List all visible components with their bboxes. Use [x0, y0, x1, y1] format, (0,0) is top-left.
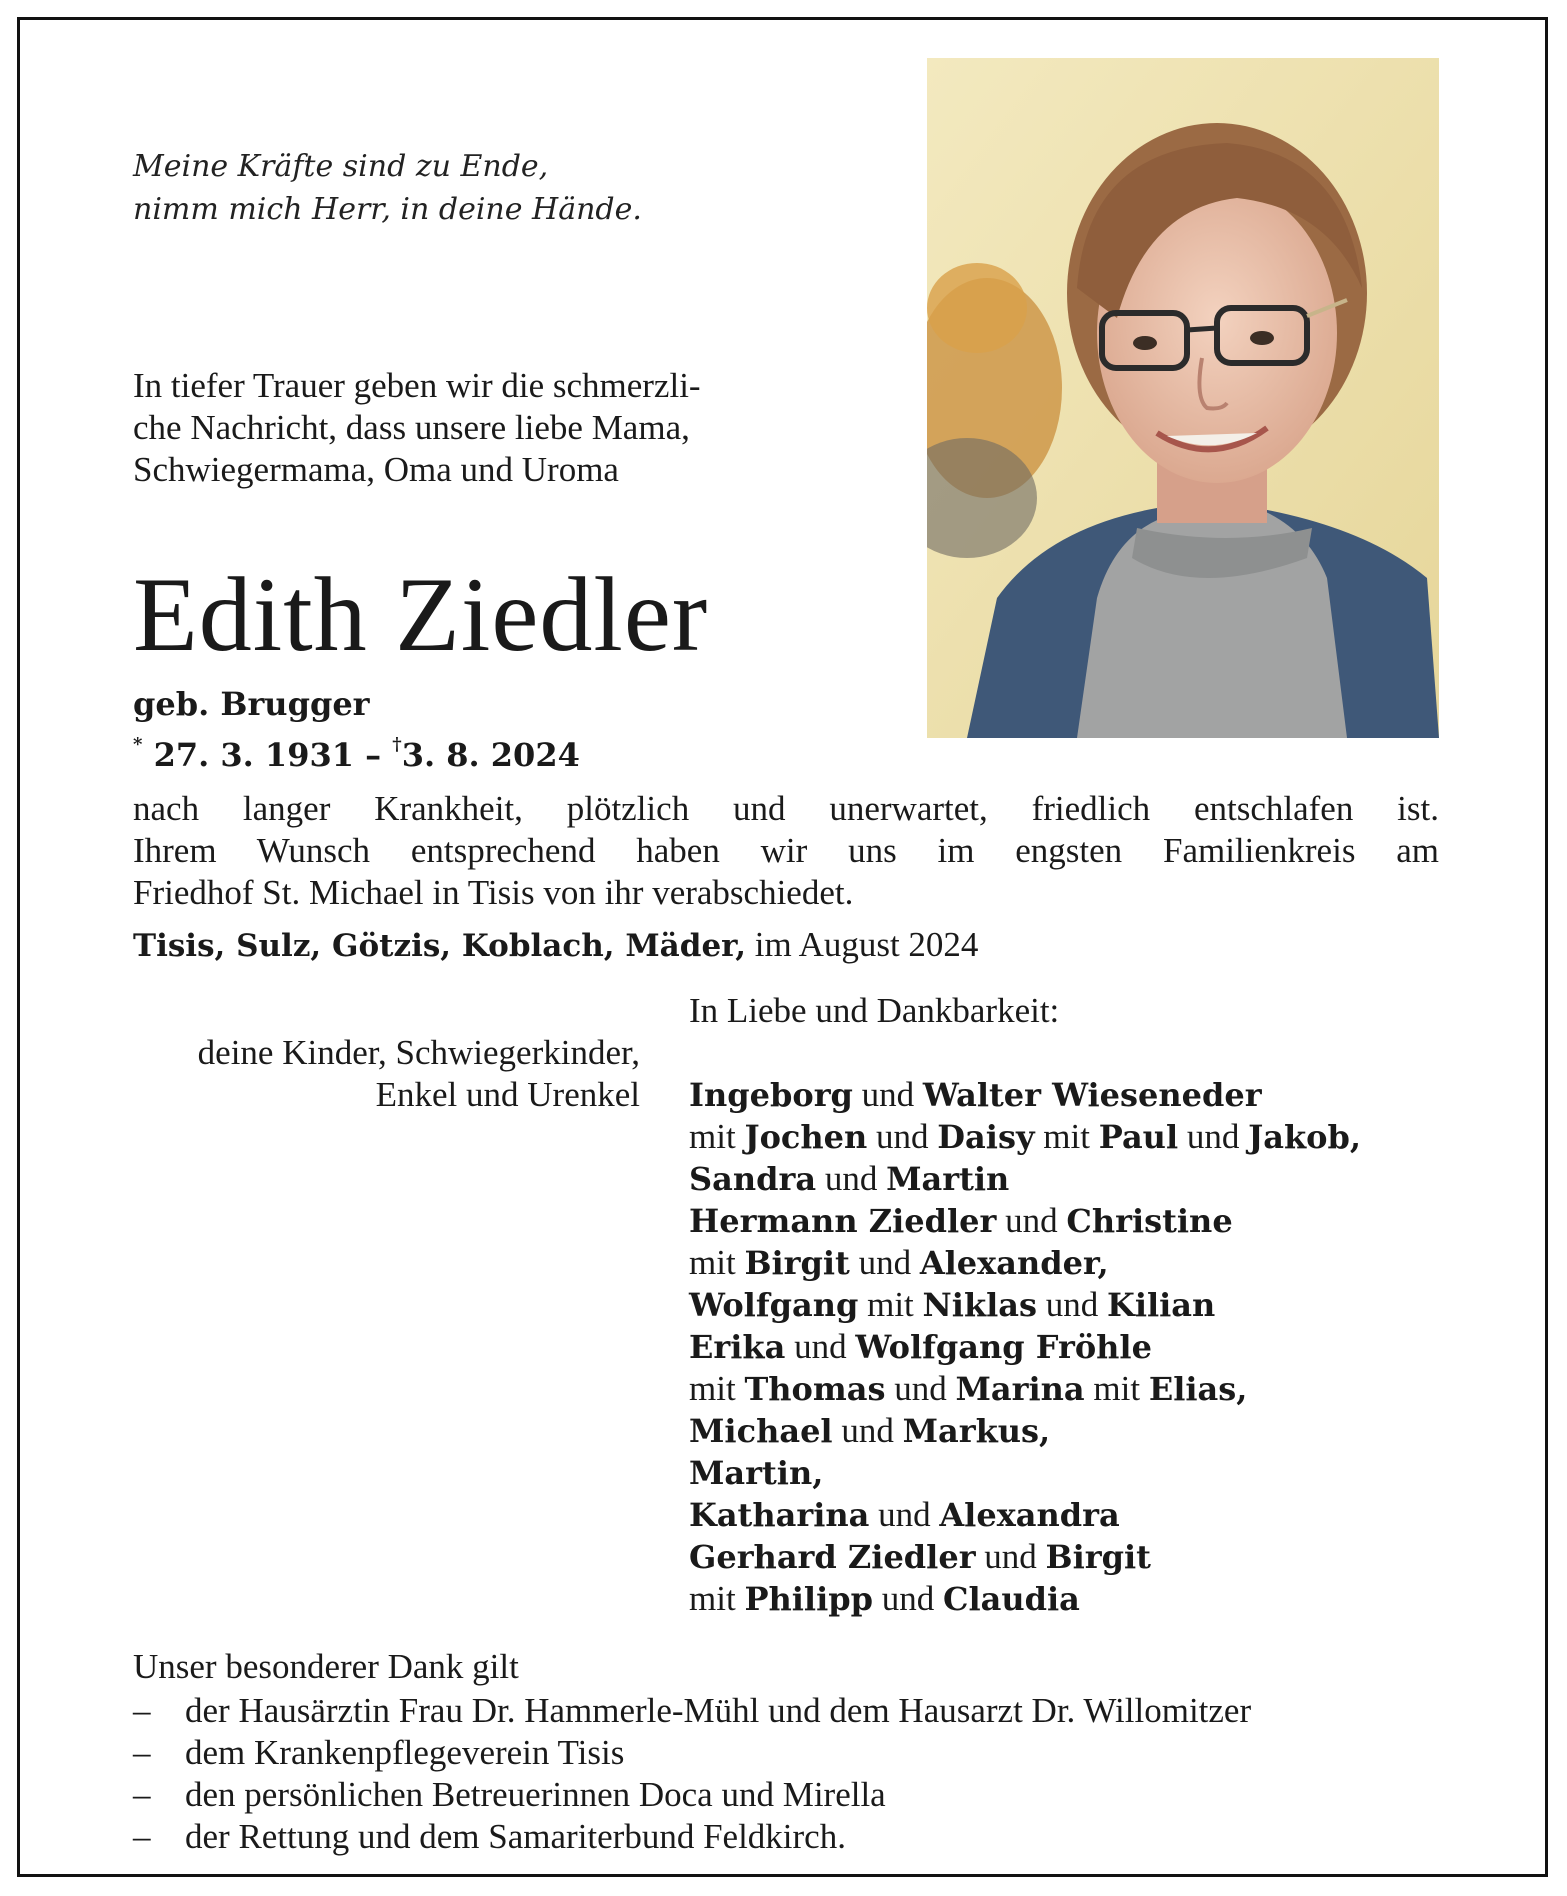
family-connector: und — [975, 1537, 1046, 1576]
place-towns: Tisis, Sulz, Götzis, Koblach, Mäder, — [133, 928, 747, 964]
family-connector: und — [785, 1327, 856, 1366]
family-line — [689, 1368, 1361, 1410]
dash-bullet: – — [133, 1817, 151, 1856]
deceased-name: Edith Ziedler — [133, 556, 709, 673]
family-member-name: Alexandra — [939, 1496, 1120, 1534]
family-member-name: Jakob, — [1248, 1118, 1361, 1156]
family-member-name: Walter Wieseneder — [922, 1076, 1262, 1114]
family-line — [689, 1410, 1361, 1452]
family-connector: mit — [689, 1243, 745, 1282]
family-member-name: Birgit — [744, 1244, 850, 1282]
birth-name: geb. Brugger — [133, 685, 370, 723]
family-member-name: Wolfgang — [689, 1286, 859, 1324]
family-member-name: Christine — [1066, 1202, 1233, 1240]
family-member-name: Alexander, — [919, 1244, 1109, 1282]
family-connector: mit — [689, 1579, 745, 1618]
signoff-line: deine Kinder, Schwiegerkinder, — [197, 1033, 640, 1072]
family-connector: und — [816, 1159, 887, 1198]
thanks-heading: Unser besonderer Dank gilt — [133, 1647, 519, 1686]
thanks-item — [133, 1732, 1251, 1774]
family-line — [689, 1074, 1361, 1116]
thanks-item-text: der Hausärztin Frau Dr. Hammerle-Mühl und dem Hausarzt Dr. Willomitzer — [185, 1691, 1252, 1730]
family-line — [689, 1536, 1361, 1578]
family-line — [689, 1200, 1361, 1242]
family-line — [689, 1494, 1361, 1536]
family-member-name: Gerhard Ziedler — [689, 1538, 976, 1576]
family-line — [689, 1578, 1361, 1620]
death-date: 3. 8. 2024 — [401, 736, 580, 774]
family-member-name: Hermann Ziedler — [689, 1202, 997, 1240]
intro-line: In tiefer Trauer geben wir die schmerzli- — [133, 366, 701, 405]
family-member-name: Daisy — [937, 1118, 1035, 1156]
family-member-name: Katharina — [689, 1496, 870, 1534]
family-member-name: Jochen — [744, 1118, 868, 1156]
family-connector: und — [832, 1411, 903, 1450]
family-member-name: Birgit — [1045, 1538, 1151, 1576]
family-connector: und — [885, 1369, 956, 1408]
signoff-relations — [198, 1032, 640, 1116]
date-separator: – — [365, 736, 382, 774]
life-dates — [133, 724, 580, 776]
family-connector: und — [867, 1117, 938, 1156]
birth-symbol: * — [133, 734, 143, 755]
family-line — [689, 1452, 1361, 1494]
signoff-line: Enkel und Urenkel — [375, 1075, 640, 1114]
family-member-name: Ingeborg — [689, 1076, 853, 1114]
family-member-name: Marina — [955, 1370, 1085, 1408]
announcement-line: Friedhof St. Michael in Tisis von ihr verabschiedet. — [133, 873, 854, 912]
family-line — [689, 1284, 1361, 1326]
motto-line: nimm mich Herr, in deine Hände. — [133, 192, 642, 227]
family-connector: mit — [1084, 1369, 1149, 1408]
motto-line: Meine Kräfte sind zu Ende, — [133, 149, 549, 184]
dash-bullet: – — [133, 1733, 151, 1772]
family-connector: und — [872, 1579, 943, 1618]
family-member-name: Claudia — [942, 1580, 1080, 1618]
family-member-name: Michael — [689, 1412, 833, 1450]
announcement-line: nach langer Krankheit, plötzlich und unerwartet, friedlich entschlafen ist. — [133, 789, 1439, 828]
family-member-name: Wolfgang Fröhle — [855, 1328, 1152, 1366]
family-connector: mit — [1034, 1117, 1099, 1156]
thanks-list — [133, 1690, 1251, 1858]
family-member-name: Kilian — [1107, 1286, 1216, 1324]
family-connector: und — [852, 1075, 923, 1114]
family-connector: und — [996, 1201, 1067, 1240]
family-line — [689, 1326, 1361, 1368]
death-symbol: † — [392, 734, 402, 755]
family-connector: mit — [689, 1369, 745, 1408]
thanks-item-text: der Rettung und dem Samariterbund Feldkirch. — [185, 1817, 846, 1856]
family-member-name: Thomas — [744, 1370, 886, 1408]
thanks-item — [133, 1774, 1251, 1816]
family-connector: mit — [689, 1117, 745, 1156]
family-connector: und — [849, 1243, 920, 1282]
family-line — [689, 1158, 1361, 1200]
family-member-name: Markus, — [902, 1412, 1051, 1450]
thanks-item-text: dem Krankenpflegeverein Tisis — [185, 1733, 625, 1772]
family-member-name: Philipp — [744, 1580, 873, 1618]
family-member-name: Martin — [886, 1160, 1010, 1198]
family-list — [689, 1074, 1361, 1620]
intro-line: che Nachricht, dass unsere liebe Mama, — [133, 408, 690, 447]
thanks-item — [133, 1816, 1251, 1858]
family-member-name: Paul — [1098, 1118, 1179, 1156]
family-member-name: Niklas — [922, 1286, 1038, 1324]
announcement-line: Ihrem Wunsch entsprechend haben wir uns im engsten Familienkreis am — [133, 831, 1439, 870]
family-member-name: Elias, — [1148, 1370, 1248, 1408]
family-line — [689, 1116, 1361, 1158]
family-member-name: Erika — [689, 1328, 786, 1366]
place-and-date — [133, 924, 978, 967]
dash-bullet: – — [133, 1691, 151, 1730]
family-connector: und — [1178, 1117, 1249, 1156]
birth-date: 27. 3. 1931 — [153, 736, 354, 774]
signoff-heading: In Liebe und Dankbarkeit: — [689, 991, 1060, 1030]
portrait-image — [927, 58, 1439, 738]
motto-verse — [133, 145, 642, 231]
dash-bullet: – — [133, 1775, 151, 1814]
place-date: im August 2024 — [754, 925, 979, 964]
portrait-photo — [927, 58, 1439, 738]
family-line — [689, 1242, 1361, 1284]
announcement-text — [133, 788, 1439, 914]
family-connector: und — [869, 1495, 940, 1534]
family-connector: mit — [858, 1285, 923, 1324]
obituary-notice — [17, 17, 1548, 1877]
family-connector: und — [1037, 1285, 1108, 1324]
intro-line: Schwiegermama, Oma und Uroma — [133, 450, 619, 489]
intro-text — [133, 365, 853, 491]
family-member-name: Sandra — [689, 1160, 817, 1198]
thanks-item — [133, 1690, 1251, 1732]
thanks-item-text: den persönlichen Betreuerinnen Doca und Mirella — [185, 1775, 886, 1814]
family-member-name: Martin, — [689, 1454, 824, 1492]
